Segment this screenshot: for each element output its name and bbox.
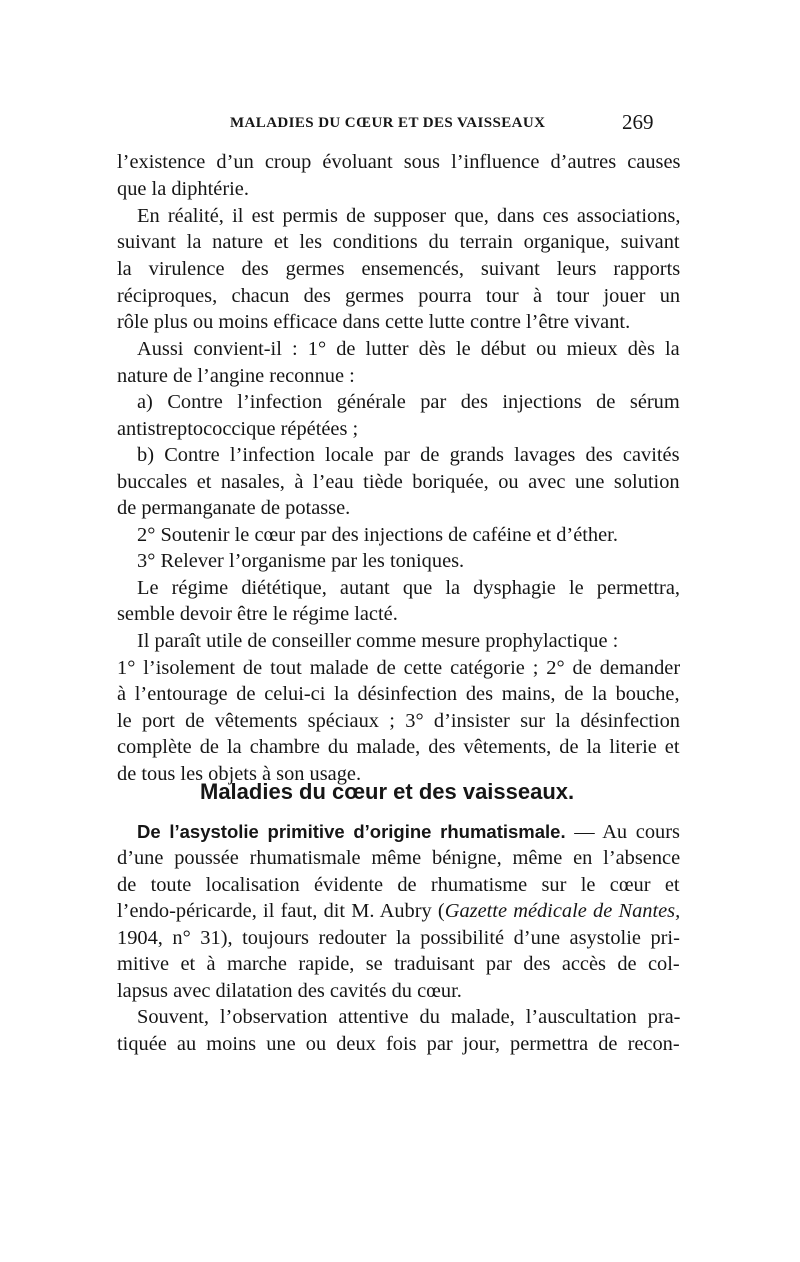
text-line: mitive et à marche rapide, se traduisant par des accès de col- (117, 953, 680, 975)
text-line: 1904, n° 31), toujours redouter la possibilité d’une asystolie pri- (117, 927, 680, 949)
text-line: la virulence des germes ensemencés, suivant leurs rapports (117, 258, 681, 280)
text-line: Aussi convient-il : 1° de lutter dès le début ou mieux dès la (137, 338, 680, 360)
text-line: complète de la chambre du malade, des vêtements, de la literie et (117, 736, 680, 758)
text-line: suivant la nature et les conditions du terrain organique, suivant (117, 231, 680, 253)
subheading: De l’asystolie primitive d’origine rhumatismale. (137, 821, 566, 842)
text-line: b) Contre l’infection locale par de grands lavages des cavités (137, 444, 680, 466)
citation-journal: Gazette médicale de Nantes, (444, 900, 681, 922)
text-line: de permanganate de potasse. (117, 497, 351, 519)
text-line: l’existence d’un croup évoluant sous l’influence d’autres causes (117, 151, 681, 173)
text-line: a) Contre l’infection générale par des injections de sérum (137, 391, 680, 413)
text-line: que la diphtérie. (117, 178, 249, 200)
subheading-line (137, 820, 680, 844)
text-line: de tous les objets à son usage. (117, 763, 362, 785)
text-line: tiquée au moins une ou deux fois par jour, permettra de recon- (117, 1033, 680, 1055)
page-number: 269 (622, 110, 654, 134)
text-line: 1° l’isolement de tout malade de cette catégorie ; 2° de demander (117, 657, 681, 679)
subheading-continuation: — Au cours (565, 821, 680, 843)
text-line: Souvent, l’observation attentive du malade, l’auscultation pra- (137, 1006, 681, 1028)
text-line: à l’entourage de celui-ci la désinfection des mains, de la bouche, (117, 683, 680, 705)
text-line: rôle plus ou moins efficace dans cette lutte contre l’être vivant. (117, 311, 631, 333)
running-title: MALADIES DU CŒUR ET DES VAISSEAUX (230, 115, 546, 131)
text-line: d’une poussée rhumatismale même bénigne, même en l’absence (117, 847, 681, 869)
citation-lead: l’endo-péricarde, il faut, dit M. Aubry ( (117, 900, 445, 922)
text-line: 3° Relever l’organisme par les toniques. (137, 550, 465, 572)
text-line: lapsus avec dilatation des cavités du cœur. (117, 980, 462, 1002)
text-line: réciproques, chacun des germes pourra tour à tour jouer un (117, 285, 681, 307)
text-line: semble devoir être le régime lacté. (117, 603, 398, 625)
text-line: nature de l’angine reconnue : (117, 365, 355, 387)
text-line: de toute localisation évidente de rhumatisme sur le cœur et (117, 874, 680, 896)
text-line: Il paraît utile de conseiller comme mesure prophylactique : (137, 630, 619, 652)
text-line: Le régime diététique, autant que la dysphagie le permettra, (137, 577, 680, 599)
text-line: En réalité, il est permis de supposer que, dans ces associations, (137, 205, 681, 227)
text-line: 2° Soutenir le cœur par des injections de caféine et d’éther. (137, 524, 618, 546)
text-line: buccales et nasales, à l’eau tiède boriquée, ou avec une solution (117, 471, 680, 493)
text-line: antistreptococcique répétées ; (117, 418, 359, 440)
text-line (117, 899, 680, 923)
text-line: le port de vêtements spéciaux ; 3° d’insister sur la désinfection (117, 710, 680, 732)
section-heading: Maladies du cœur et des vaisseaux. (200, 779, 575, 804)
